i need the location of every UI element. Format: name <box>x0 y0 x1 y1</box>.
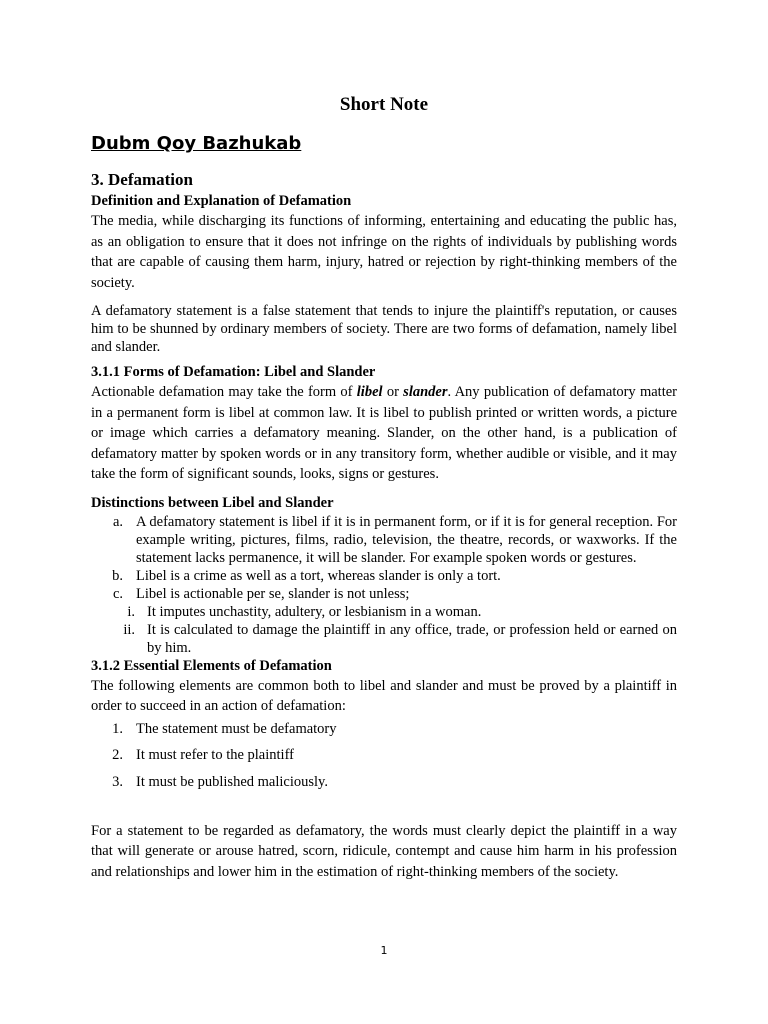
term-slander: slander <box>403 384 448 400</box>
list-marker: a. <box>112 513 123 530</box>
list-item-text: It imputes unchastity, adultery, or lesbianism in a woman. <box>147 603 482 620</box>
elements-list <box>91 720 677 791</box>
paragraph-libel-slander <box>91 382 677 485</box>
section-heading: 3. Defamation <box>91 170 193 189</box>
paragraph-text: or <box>382 384 404 400</box>
elements-heading: 3.1.2 Essential Elements of Defamation <box>91 657 332 674</box>
list-item-text: Libel is a crime as well as a tort, whereas slander is only a tort. <box>136 567 501 584</box>
paragraph-text: . Any publication of defamatory matter in a permanent form is libel at common law. It is libel to publish printed or written words, a picture or image which carries a defamatory meaning. Slander, on the other hand, is a publication of defamatory matter by spoken words or in any transitory form, whether audible or visible, and it may take the form of significant sounds, looks, signs or gestures. <box>91 384 677 482</box>
list-item <box>91 720 677 738</box>
list-item <box>91 746 677 764</box>
list-marker: ii. <box>123 621 135 638</box>
list-marker: c. <box>112 585 123 602</box>
distinctions-list <box>91 513 677 603</box>
paragraph-text: Actionable defamation may take the form of <box>91 384 357 400</box>
paragraph-defamatory-statement: A defamatory statement is a false statement that tends to injure the plaintiff's reputation, or causes him to be shunned by ordinary members of society. There are two forms of defamation, namely libel and slander. <box>91 303 677 355</box>
paragraph-defamatory-test: For a statement to be regarded as defamatory, the words must clearly depict the plaintiff in a way that will generate or arouse hatred, scorn, ridicule, contempt and cause him harm in his profession and relationships and lower him in the estimation of right-thinking members of the society. <box>91 822 677 880</box>
list-item <box>91 567 677 585</box>
list-item-text: Libel is actionable per se, slander is not unless; <box>136 585 410 602</box>
document-title: Short Note <box>339 94 429 115</box>
list-marker: 3. <box>112 773 123 790</box>
document-subtitle: Dubm Qoy Bazhukab <box>91 133 302 154</box>
paragraph-media-obligation: The media, while discharging its functions of informing, entertaining and educating the public has, as an obligation to ensure that it does not infringe on the rights of individuals by publishing words that are capable of causing them harm, injury, hatred or rejection by right-thinking members of the society. <box>91 213 677 291</box>
list-item <box>91 773 677 791</box>
distinctions-heading: Distinctions between Libel and Slander <box>91 494 334 511</box>
paragraph-elements-intro: The following elements are common both to libel and slander and must be proved by a plaintiff in order to succeed in an action of defamation: <box>91 677 677 714</box>
list-item <box>91 585 677 603</box>
sub-points-list <box>91 603 677 657</box>
list-item-text: It must be published maliciously. <box>136 773 328 790</box>
list-item <box>91 603 677 621</box>
document-page <box>91 92 677 882</box>
list-item-text: The statement must be defamatory <box>136 720 337 737</box>
list-marker: 2. <box>112 747 123 763</box>
forms-heading: 3.1.1 Forms of Defamation: Libel and Slander <box>91 364 376 380</box>
term-libel: libel <box>356 384 383 400</box>
list-item-text: It must refer to the plaintiff <box>136 747 294 763</box>
list-item-text: It is calculated to damage the plaintiff in any office, trade, or profession held or earned on by him. <box>147 621 677 656</box>
list-item <box>91 621 677 657</box>
page-number: 1 <box>380 944 388 957</box>
list-marker: b. <box>112 567 123 584</box>
definition-heading: Definition and Explanation of Defamation <box>91 193 352 209</box>
list-item <box>91 513 677 567</box>
list-item-text: A defamatory statement is libel if it is in permanent form, or if it is for general reception. For example writing, pictures, films, radio, television, the theatre, records, or waxworks. If the statement lacks permanence, it will be slander. For example spoken words or gestures. <box>136 513 677 566</box>
list-marker: 1. <box>112 720 123 737</box>
list-marker: i. <box>127 603 135 620</box>
